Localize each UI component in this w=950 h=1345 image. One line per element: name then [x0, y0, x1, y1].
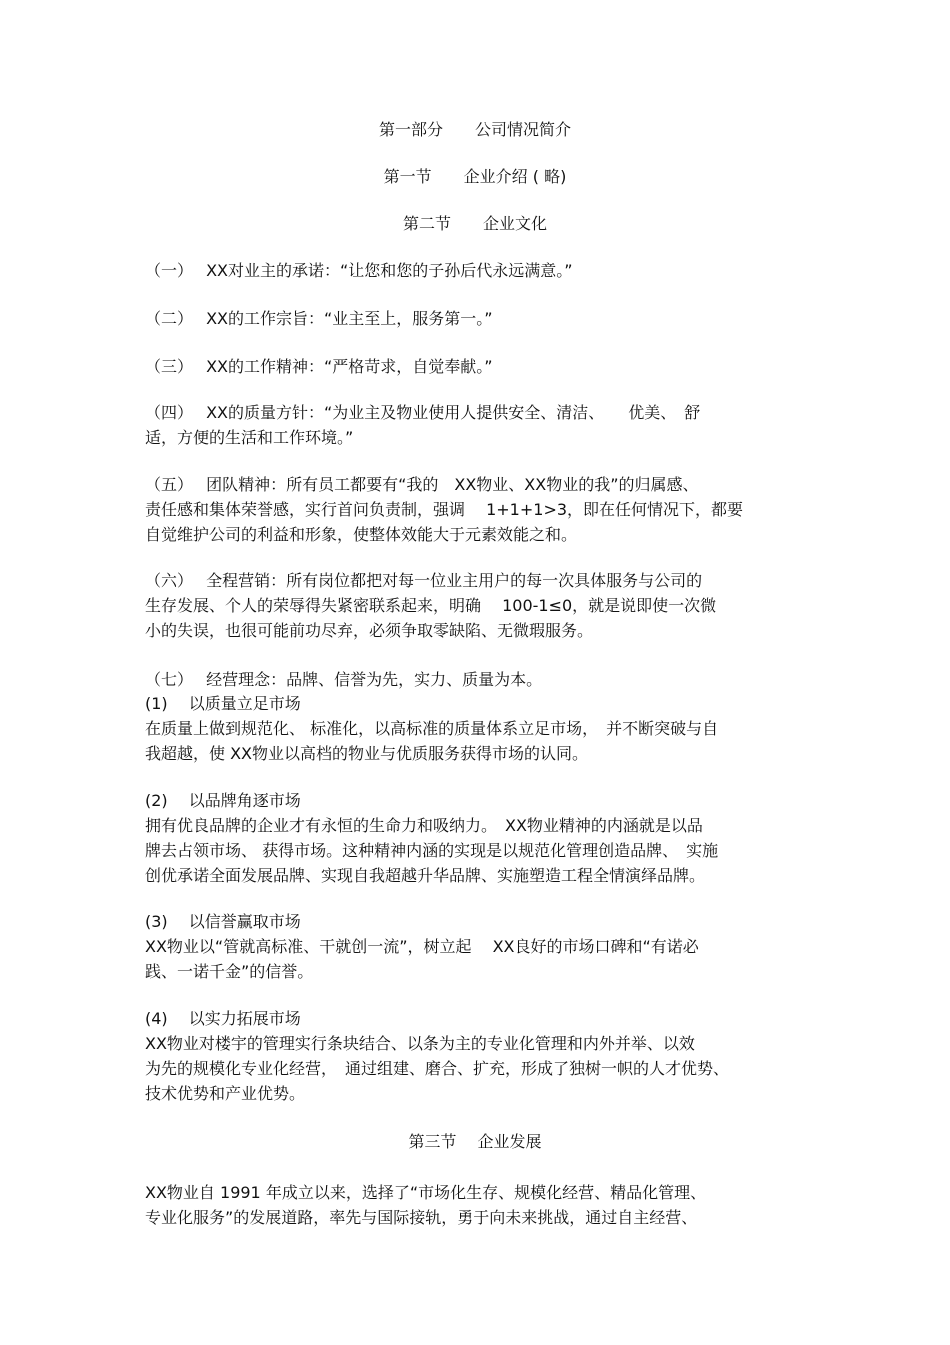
text-line: （六） 全程营销：所有岗位都把对每一位业主用户的每一次具体服务与公司的	[145, 571, 703, 590]
culture-item-1	[145, 258, 815, 283]
principle-4	[145, 1007, 815, 1106]
text-line: 专业化服务”的发展道路，率先与国际接轨，勇于向未来挑战，通过自主经营、	[145, 1208, 698, 1227]
culture-item-4	[145, 400, 815, 450]
culture-item-5	[145, 472, 815, 547]
text-line: （三） XX的工作精神：“严格苛求，自觉奉献。”	[145, 357, 493, 376]
principle-3	[145, 910, 815, 984]
text-line: 生存发展、个人的荣辱得失紧密联系起来，明确 100-1≤0，就是说即使一次微	[145, 596, 717, 615]
text-line: XX物业对楼宇的管理实行条块结合、以条为主的专业化管理和内外并举、以效	[145, 1034, 695, 1053]
text-line: （四） XX的质量方针：“为业主及物业使用人提供安全、清洁、 优美、 舒	[145, 403, 701, 422]
text-line: XX物业以“管就高标准、干就创一流”，树立起 XX良好的市场口碑和“有诺必	[145, 937, 699, 956]
text-line: 为先的规模化专业化经营， 通过组建、磨合、扩充，形成了独树一帜的人才优势、	[145, 1059, 730, 1078]
text-line: （五） 团队精神：所有员工都要有“我的 XX物业、XX物业的我”的归属感、	[145, 475, 699, 494]
text-line: （一） XX对业主的承诺：“让您和您的子孙后代永远满意。”	[145, 261, 573, 280]
text-line: XX物业自 1991 年成立以来，选择了“市场化生存、规模化经营、精品化管理、	[145, 1183, 707, 1202]
text-line: 在质量上做到规范化、 标准化，以高标准的质量体系立足市场， 并不断突破与自	[145, 719, 719, 738]
section-3-title: 第三节 企业发展	[408, 1132, 542, 1151]
text-line: 自觉维护公司的利益和形象，使整体效能大于元素效能之和。	[145, 525, 578, 544]
text-line: 我超越，使 XX物业以高档的物业与优质服务获得市场的认同。	[145, 744, 589, 763]
part-title: 第一部分 公司情况简介	[378, 120, 571, 139]
principle-title: (3) 以信誉赢取市场	[145, 912, 301, 931]
development-paragraph	[145, 1180, 815, 1230]
culture-item-2	[145, 306, 815, 331]
text-line: 牌去占领市场、 获得市场。这种精神内涵的实现是以规范化管理创造品牌、 实施	[145, 841, 719, 860]
text-line: 拥有优良品牌的企业才有永恒的生命力和吸纳力。 XX物业精神的内涵就是以品	[145, 816, 703, 835]
text-line: 践、一诺千金”的信誉。	[145, 962, 314, 981]
culture-item-7	[145, 667, 815, 692]
culture-item-6	[145, 568, 815, 643]
principle-2	[145, 789, 815, 888]
text-line: （七） 经营理念：品牌、信誉为先，实力、质量为本。	[145, 670, 543, 689]
principle-title: (4) 以实力拓展市场	[145, 1009, 301, 1028]
principle-1	[145, 692, 815, 766]
culture-item-3	[145, 354, 815, 379]
text-line: 技术优势和产业优势。	[145, 1084, 306, 1103]
text-line: 小的失误，也很可能前功尽弃，必须争取零缺陷、无微瑕服务。	[145, 621, 594, 640]
text-line: 责任感和集体荣誉感，实行首问负责制，强调 1+1+1>3，即在任何情况下，都要	[145, 500, 744, 519]
text-line: 创优承诺全面发展品牌、实现自我超越升华品牌、实施塑造工程全情演绎品牌。	[145, 866, 706, 885]
text-line: （二） XX的工作宗旨：“业主至上，服务第一。”	[145, 309, 493, 328]
section-2-title: 第二节 企业文化	[402, 214, 547, 233]
section-1-title: 第一节 企业介绍 ( 略)	[383, 167, 567, 186]
text-line: 适，方便的生活和工作环境。”	[145, 428, 354, 447]
principle-title: (1) 以质量立足市场	[145, 694, 301, 713]
principle-title: (2) 以品牌角逐市场	[145, 791, 301, 810]
